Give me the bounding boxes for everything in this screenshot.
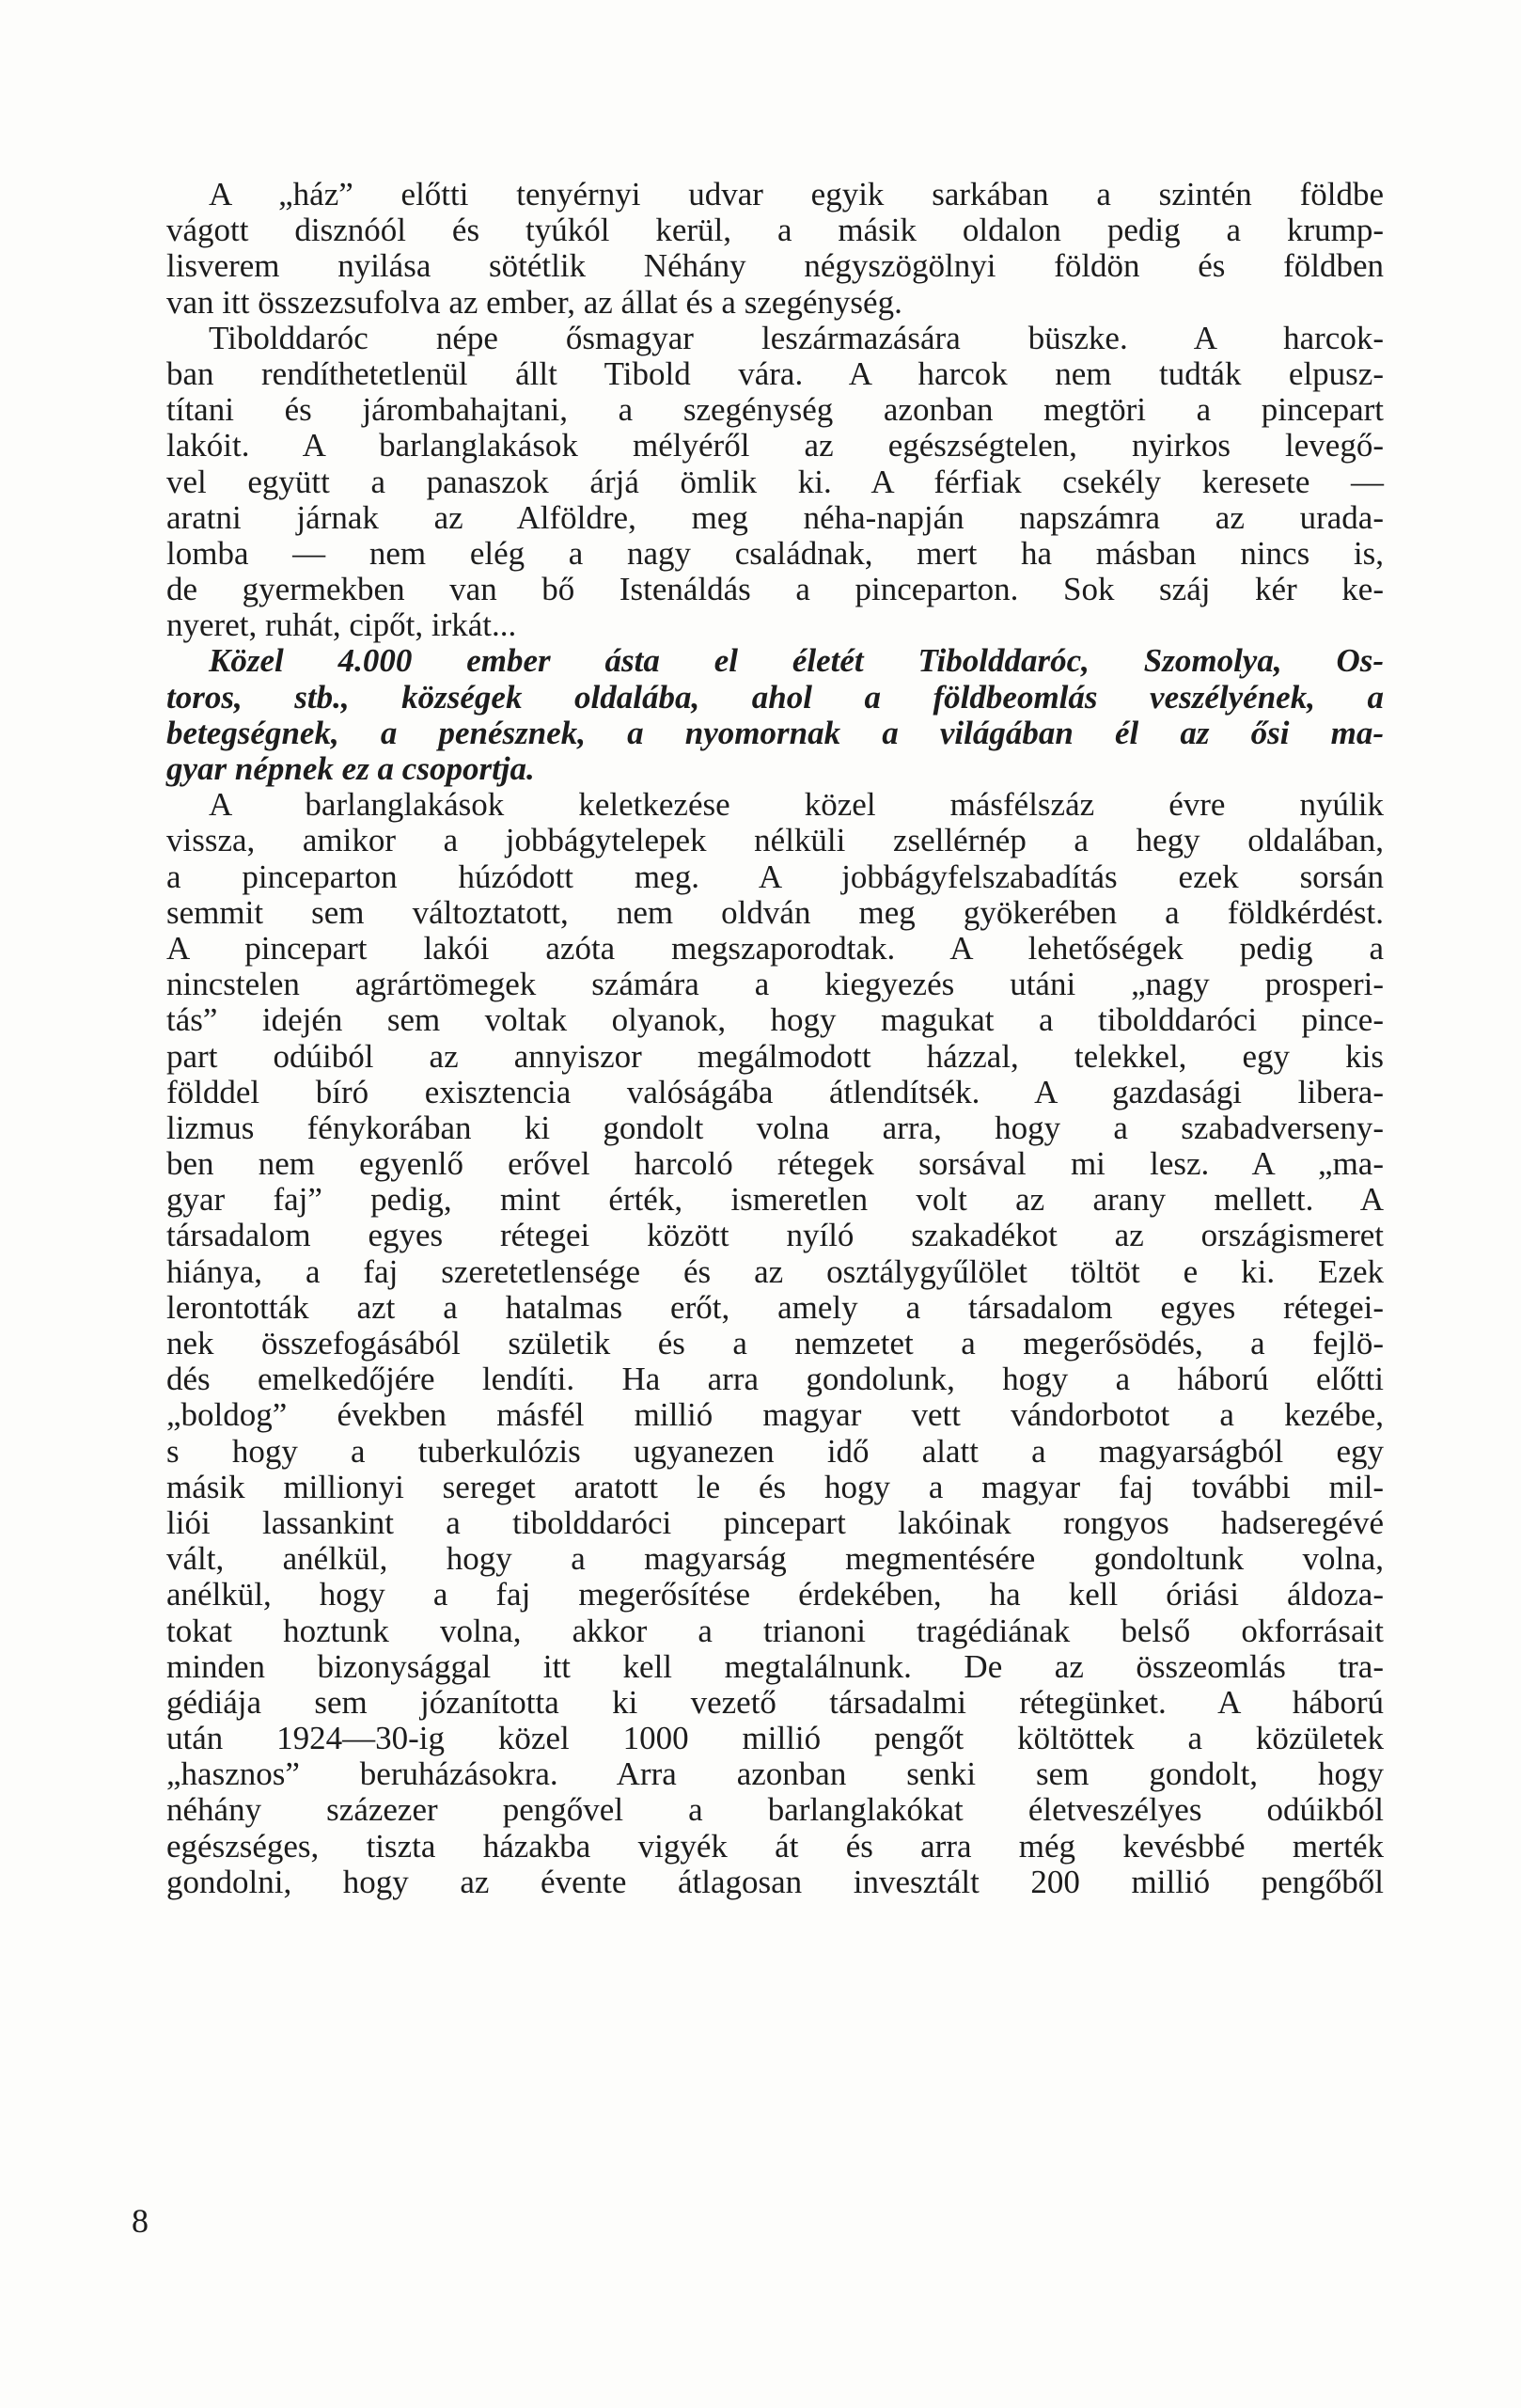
text-line: A pincepart lakói azóta megszaporodtak. A lehetőségek pedig a: [166, 929, 1384, 967]
text-line: nyeret, ruhát, cipőt, irkát...: [166, 606, 517, 644]
italic-text-line: gyar népnek ez a csoportja.: [166, 750, 535, 787]
text-line: a pinceparton húzódott meg. A jobbágyfelszabadítás ezek sorsán: [166, 858, 1384, 895]
text-line: vágott disznóól és tyúkól kerül, a másik oldalon pedig a krump-: [166, 212, 1384, 249]
text-line: A „ház” előtti tenyérnyi udvar egyik sarkában a szintén földbe: [209, 176, 1384, 212]
page-number: 8: [132, 2202, 149, 2240]
text-line: egészséges, tiszta házakba vigyék át és arra még kevésbbé merték: [166, 1827, 1384, 1865]
body-text: [166, 177, 1384, 1900]
text-line: s hogy a tuberkulózis ugyanezen idő alatt a magyarságból egy: [166, 1432, 1384, 1470]
text-line: ban rendíthetetlenül állt Tibold vára. A harcok nem tudták elpusz-: [166, 354, 1384, 392]
text-line: lakóit. A barlanglakások mélyéről az egészségtelen, nyirkos levegő-: [166, 427, 1384, 464]
text-line: anélkül, hogy a faj megerősítése érdekében, ha kell óriási áldoza-: [166, 1576, 1384, 1613]
text-line: hiánya, a faj szeretetlensége és az osztálygyűlölet töltöt e ki. Ezek: [166, 1252, 1384, 1290]
text-line: títani és járombahajtani, a szegénység azonban megtöri a pincepart: [166, 391, 1384, 429]
text-line: ben nem egyenlő erővel harcoló rétegek sorsával mi lesz. A „ma-: [166, 1145, 1384, 1183]
text-line: tás” idején sem voltak olyanok, hogy magukat a tibolddaróci pince-: [166, 1001, 1384, 1039]
text-line: minden bizonysággal itt kell megtalálnunk. De az összeomlás tra-: [166, 1647, 1384, 1685]
text-line: van itt összezsufolva az ember, az állat és a szegénység.: [166, 283, 902, 321]
text-line: „hasznos” beruházásokra. Arra azonban senki sem gondolt, hogy: [166, 1755, 1384, 1793]
text-line: után 1924—30-ig közel 1000 millió pengőt költöttek a közületek: [166, 1720, 1384, 1757]
text-line: lomba — nem elég a nagy családnak, mert ha másban nincs is,: [166, 534, 1384, 572]
text-line: társadalom egyes rétegei között nyíló szakadékot az országismeret: [166, 1217, 1384, 1254]
text-line: vel együtt a panaszok árjá ömlik ki. A férfiak csekély keresete —: [166, 463, 1384, 500]
text-line: lisverem nyilása sötétlik Néhány négyszögölnyi földön és földben: [166, 247, 1384, 285]
text-line: lizmus fénykorában ki gondolt volna arra, hogy a szabadverseny-: [166, 1109, 1384, 1146]
text-line: vált, anélkül, hogy a magyarság megmentésére gondoltunk volna,: [166, 1540, 1384, 1578]
italic-text-line: toros, stb., községek oldalába, ahol a földbeomlás veszélyének, a: [166, 678, 1384, 716]
text-line: lerontották azt a hatalmas erőt, amely a társadalom egyes rétegei-: [166, 1288, 1384, 1326]
text-line: Tibolddaróc népe ősmagyar leszármazására büszke. A harcok-: [209, 319, 1384, 356]
text-line: dés emelkedőjére lendíti. Ha arra gondolunk, hogy a háború előtti: [166, 1361, 1384, 1398]
italic-text-line: Közel 4.000 ember ásta el életét Tibolddaróc, Szomolya, Os-: [209, 642, 1384, 680]
text-line: gyar faj” pedig, mint érték, ismeretlen volt az arany mellett. A: [166, 1181, 1384, 1219]
text-line: de gyermekben van bő Istenáldás a pinceparton. Sok száj kér ke-: [166, 571, 1384, 608]
text-line: A barlanglakások keletkezése közel másfélszáz évre nyúlik: [209, 786, 1384, 824]
text-line: semmit sem változtatott, nem oldván meg gyökerében a földkérdést.: [166, 893, 1384, 931]
text-line: nek összefogásából születik és a nemzetet a megerősödés, a fejlö-: [166, 1325, 1384, 1361]
text-line: másik millionyi sereget aratott le és hogy a magyar faj további mil-: [166, 1468, 1384, 1505]
text-line: gondolni, hogy az évente átlagosan invesztált 200 millió pengőből: [166, 1863, 1384, 1900]
text-line: nincstelen agrártömegek számára a kiegyezés utáni „nagy prosperi-: [166, 966, 1384, 1003]
text-line: földdel bíró exisztencia valóságába átlendítsék. A gazdasági libera-: [166, 1073, 1384, 1110]
text-line: liói lassankint a tibolddaróci pincepart lakóinak rongyos hadseregévé: [166, 1503, 1384, 1541]
text-line: vissza, amikor a jobbágytelepek nélküli zsellérnép a hegy oldalában,: [166, 822, 1384, 859]
italic-text-line: betegségnek, a penésznek, a nyomornak a világában él az ősi ma-: [166, 714, 1384, 751]
text-line: aratni járnak az Alföldre, meg néha-napján napszámra az urada-: [166, 498, 1384, 536]
text-line: part odúiból az annyiszor megálmodott házzal, telekkel, egy kis: [166, 1037, 1384, 1075]
text-line: „boldog” években másfél millió magyar vett vándorbotot a kezébe,: [166, 1396, 1384, 1434]
text-line: néhány százezer pengővel a barlanglakókat életveszélyes odúikból: [166, 1791, 1384, 1829]
text-line: tokat hoztunk volna, akkor a trianoni tragédiának belső okforrásait: [166, 1612, 1384, 1649]
text-line: gédiája sem józanította ki vezető társadalmi rétegünket. A háború: [166, 1683, 1384, 1721]
